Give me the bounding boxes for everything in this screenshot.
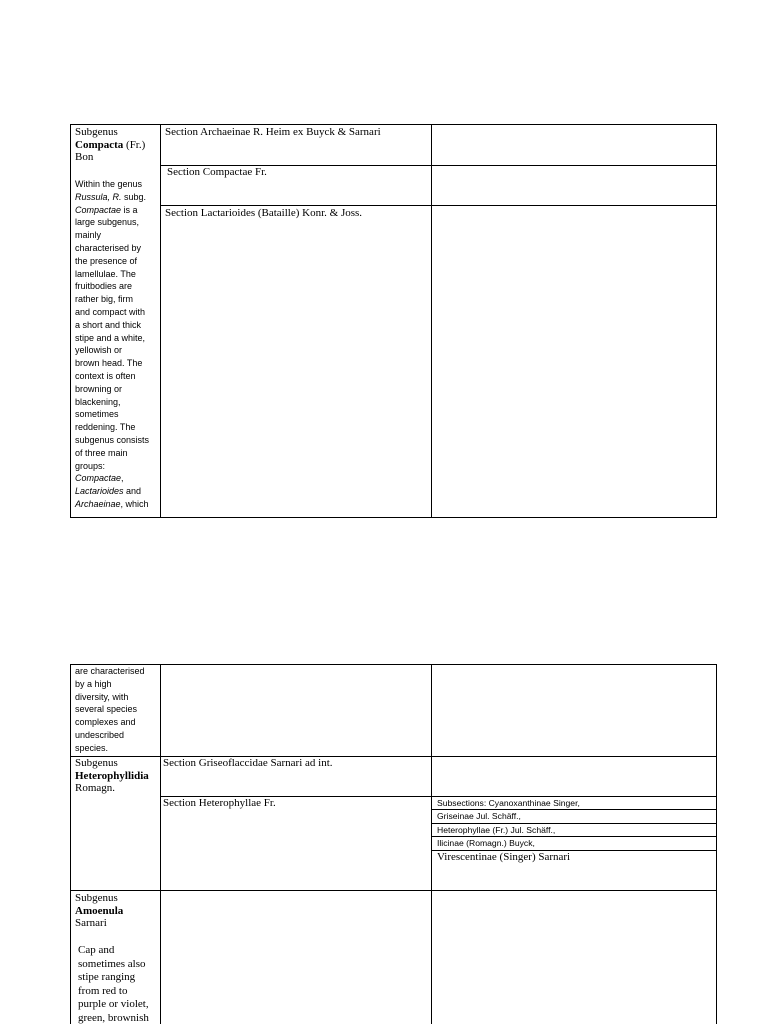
table1-right-border [716, 124, 717, 518]
table1-col-divider [431, 124, 432, 518]
description-text: fruitbodies are [75, 281, 133, 292]
description-text: Compactae [75, 204, 122, 215]
description-line [75, 268, 149, 281]
subgenus-name-line [75, 770, 149, 783]
description-text: and compact with [75, 306, 146, 317]
description-line [75, 229, 149, 242]
table1-row-divider [160, 205, 717, 206]
table1-col-divider [160, 124, 161, 518]
description-text: browning or [75, 383, 123, 394]
table2-top-border [70, 664, 717, 665]
description-line [75, 255, 149, 268]
description-line [75, 498, 149, 511]
description-text: Russula, R. [75, 191, 122, 202]
description-line: green, brownish [78, 1011, 149, 1024]
description-text: Archaeinae [75, 498, 121, 509]
description-line [75, 408, 149, 421]
description-line [75, 293, 149, 306]
description-text: of three main [75, 447, 128, 458]
table2-col-divider [160, 664, 161, 1024]
subgenus-compacta-description [75, 178, 149, 511]
section-heterophyllae: Section Heterophyllae Fr. [163, 797, 276, 809]
table2-right-border [716, 664, 717, 1024]
description-line [75, 332, 149, 345]
description-line [75, 383, 149, 396]
section-lactarioides: Section Lactarioides (Bataille) Konr. & Joss. [165, 207, 363, 219]
subgenus-name: Heterophyllidia [75, 769, 149, 782]
subsection-ilicinae: Ilicinae (Romagn.) Buyck, [437, 838, 535, 848]
continued-description [75, 665, 145, 755]
subgenus-author: Sarnari [75, 917, 107, 929]
subgenus-amoenula-description [78, 944, 149, 1026]
description-line: stipe ranging [78, 971, 136, 984]
description-line [75, 447, 149, 460]
description-text: the presence of [75, 255, 138, 266]
subsection-cyanoxanthinae: Subsections: Cyanoxanthinae Singer, [437, 798, 580, 808]
description-text: mainly [75, 230, 102, 241]
description-text: blackening, [75, 396, 121, 407]
description-line: are characterised [75, 666, 145, 676]
subgenus-heterophyllidia-heading [75, 757, 149, 795]
subgenus-author-2: Bon [75, 151, 94, 163]
description-text-tail: is a [121, 204, 138, 215]
description-line [75, 344, 149, 357]
description-line [75, 306, 149, 319]
subgenus-amoenula-heading [75, 892, 123, 930]
section-compactae: Section Compactae Fr. [167, 166, 267, 178]
description-line [75, 204, 149, 217]
table1-bottom-border [70, 517, 717, 518]
table2-col-divider [431, 664, 432, 1024]
description-line: undescribed [75, 729, 125, 740]
subgenus-name: Compacta [75, 138, 124, 151]
description-line [75, 370, 149, 383]
description-text: subgenus consists [75, 434, 150, 445]
description-text: context is often [75, 370, 136, 381]
subsection-griseinae: Griseinae Jul. Schäff., [437, 811, 521, 821]
description-line: Cap and [78, 944, 115, 956]
subgenus-name-line [75, 905, 123, 918]
description-line [75, 357, 149, 370]
subgenus-compacta-heading [75, 126, 145, 164]
description-text: rather big, firm [75, 294, 134, 305]
description-text: groups: [75, 460, 106, 471]
subgenus-label: Subgenus [75, 892, 118, 904]
table2-row-divider [70, 890, 717, 891]
description-line: from red to [78, 984, 128, 997]
subgenus-author: (Fr.) [123, 138, 146, 151]
description-line [75, 472, 149, 485]
description-text: sometimes [75, 409, 119, 420]
description-text: brown head. The [75, 358, 143, 369]
description-line: by a high [75, 678, 112, 689]
description-text: Compactae [75, 473, 122, 484]
description-text-tail: subg. [121, 191, 147, 202]
description-text: yellowish or [75, 345, 123, 356]
description-line [75, 460, 149, 473]
subgenus-label: Subgenus [75, 126, 118, 138]
description-text-tail: and [123, 486, 142, 497]
description-line [75, 421, 149, 434]
description-text-tail: , which [120, 498, 149, 509]
description-text: stipe and a white, [75, 332, 146, 343]
description-text: Lactarioides [75, 486, 124, 497]
description-text-tail: , [121, 473, 124, 484]
section-griseoflaccidae: Section Griseoflaccidae Sarnari ad int. [163, 757, 333, 769]
description-line [75, 319, 149, 332]
subgenus-label: Subgenus [75, 757, 118, 769]
description-line [75, 396, 149, 409]
description-line: complexes and [75, 717, 136, 728]
subsection-virescentinae: Virescentinae (Singer) Sarnari [437, 851, 571, 863]
description-line: species. [75, 742, 109, 753]
description-line [75, 178, 149, 191]
description-line [75, 434, 149, 447]
description-line [75, 280, 149, 293]
description-line: several species [75, 704, 138, 715]
description-line: sometimes also [78, 957, 146, 970]
table1-left-border [70, 124, 71, 518]
subgenus-author: Romagn. [75, 782, 116, 794]
subgenus-name-line [75, 139, 145, 152]
description-text: lamellulae. The [75, 268, 136, 279]
table2-left-border [70, 664, 71, 1024]
table1-top-border [70, 124, 717, 125]
description-text: characterised by [75, 242, 142, 253]
description-line: purple or violet, [78, 998, 149, 1011]
description-line [75, 191, 149, 204]
description-line [75, 216, 149, 229]
description-line [75, 242, 149, 255]
description-text: a short and thick [75, 319, 142, 330]
section-archaeinae: Section Archaeinae R. Heim ex Buyck & Sarnari [165, 126, 381, 138]
subsection-heterophyllae: Heterophyllae (Fr.) Jul. Schäff., [437, 825, 556, 835]
description-text: large subgenus, [75, 217, 140, 228]
subgenus-name: Amoenula [75, 904, 124, 917]
description-text: reddening. The [75, 422, 136, 433]
description-text: Within the genus [75, 179, 143, 189]
description-line: diversity, with [75, 691, 129, 702]
description-line [75, 485, 149, 498]
